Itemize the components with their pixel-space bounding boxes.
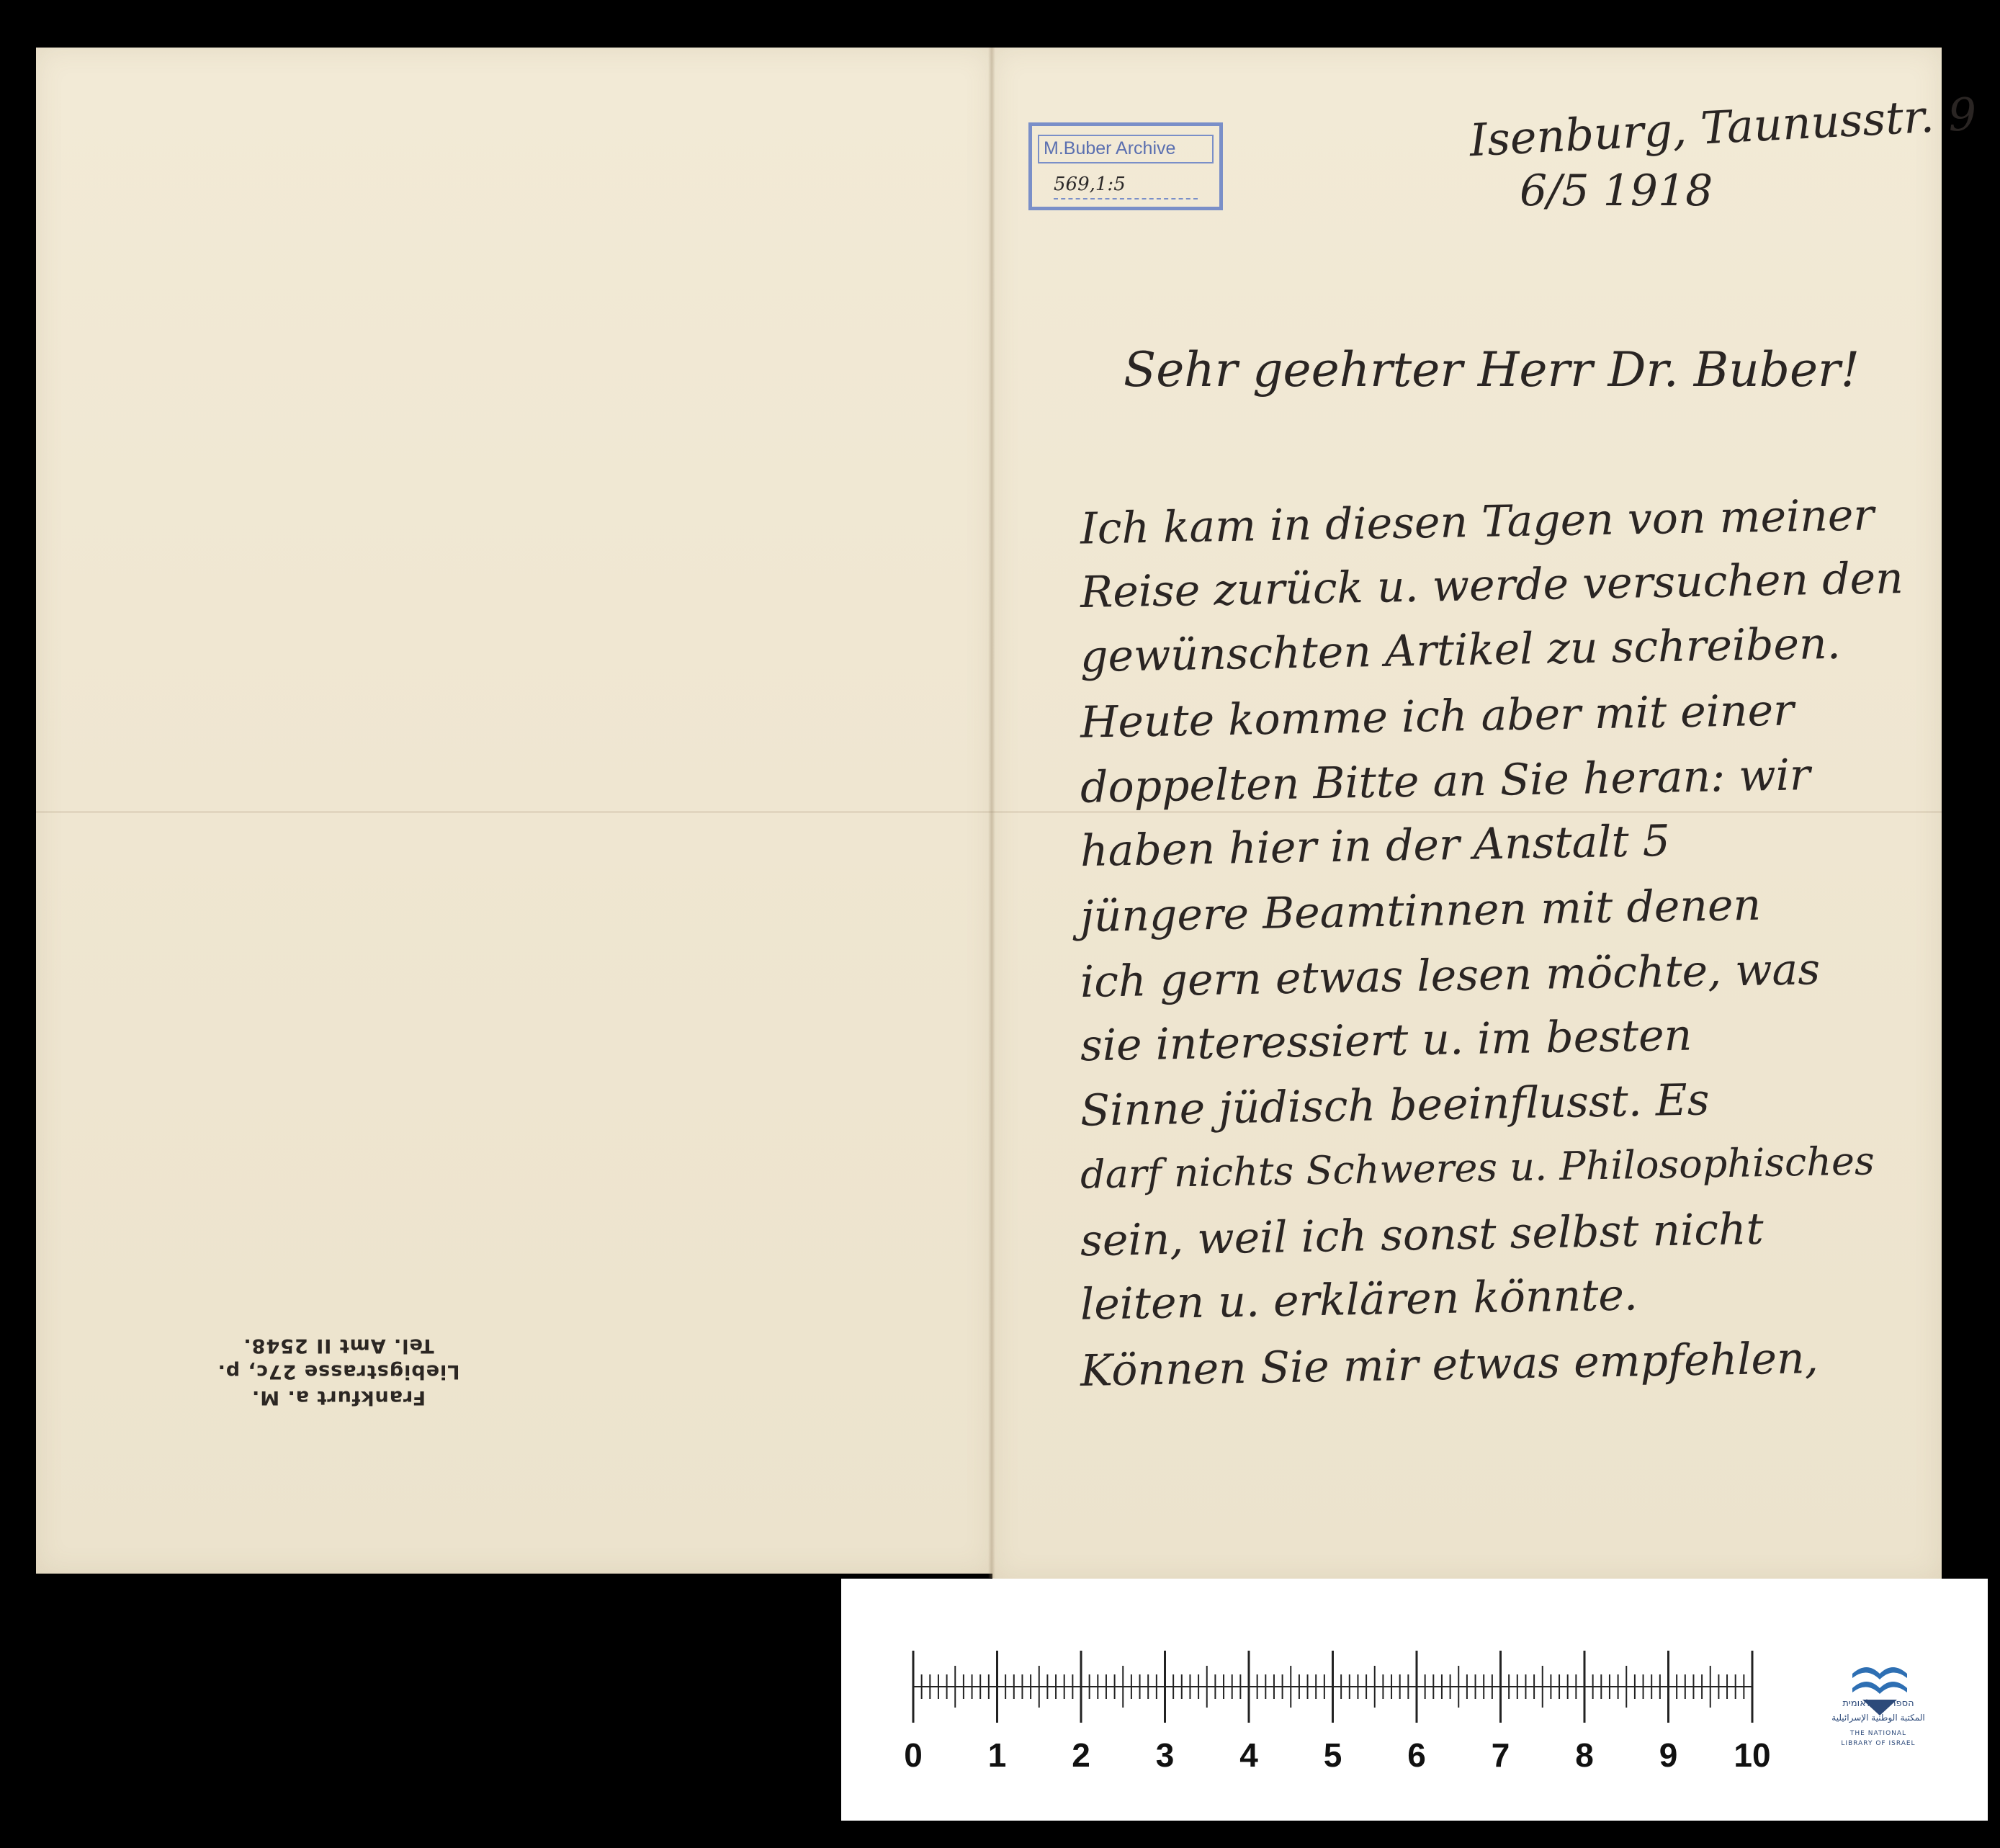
letter-line: darf nichts Schweres u. Philosophisches [1080,1138,1875,1198]
logo-arabic: المكتبة الوطنية الإسرائيلية [1831,1713,1925,1723]
ruler-number: 3 [1155,1736,1175,1774]
address-line: Liebigstrasse 27c, p. [217,1360,460,1383]
letter-line: Können Sie mir etwas empfehlen, [1080,1333,1819,1396]
ruler-number: 5 [1323,1736,1342,1774]
ruler-number: 7 [1491,1736,1510,1774]
address-line: Tel. Amt II 2548. [243,1335,434,1357]
stamp-title: M.Buber Archive [1038,135,1214,163]
letter-line: gewünschten Artikel zu schreiben. [1080,618,1842,683]
letter-date: 6/5 1918 [1520,166,1713,216]
letter-line: Ich kam in diesen Tagen von meiner [1080,490,1875,555]
left-page [36,48,992,1574]
letter-line: Sinne jüdisch beeinflusst. Es [1080,1075,1710,1136]
logo-english-line2: LIBRARY OF ISRAEL [1841,1740,1916,1747]
letter-line: Heute komme ich aber mit einer [1080,685,1795,748]
printed-address [187,1332,490,1410]
ruler-number: 10 [1734,1736,1771,1774]
center-fold [988,48,995,1578]
letter-line: leiten u. erklären könnte. [1080,1270,1638,1330]
ruler-number: 6 [1407,1736,1426,1774]
stamp-number: 569,1:5 [1054,174,1198,199]
address-line: Frankfurt a. M. [251,1386,426,1409]
ruler-number: 8 [1575,1736,1594,1774]
logo-hebrew: הספרייה הלאומית [1842,1698,1914,1709]
archive-stamp [1028,122,1223,210]
ruler-number: 4 [1239,1736,1258,1774]
ruler-number: 0 [904,1736,923,1774]
letter-line: ich gern etwas lesen möchte, was [1080,944,1821,1008]
letter-line: haben hier in der Anstalt 5 [1080,815,1671,877]
fold-crease [36,811,992,813]
ruler-number: 9 [1659,1736,1678,1774]
letter-line: doppelten Bitte an Sie heran: wir [1080,750,1811,813]
letter-line: Reise zurück u. werde versuchen den [1080,553,1904,618]
letter-place: Isenburg, Taunusstr. 9 [1468,87,1978,167]
letter-line: sie interessiert u. im besten [1080,1010,1692,1072]
ruler-number: 1 [987,1736,1007,1774]
ruler-number: 2 [1072,1736,1090,1774]
letter-line: jüngere Beamtinnen mit denen [1080,879,1762,943]
logo-english-line1: THE NATIONAL [1849,1730,1907,1737]
scale-ruler [841,1579,1988,1821]
letter-line: sein, weil ich sonst selbst nicht [1080,1203,1764,1267]
letter-salutation: Sehr geehrter Herr Dr. Buber! [1124,342,1860,398]
